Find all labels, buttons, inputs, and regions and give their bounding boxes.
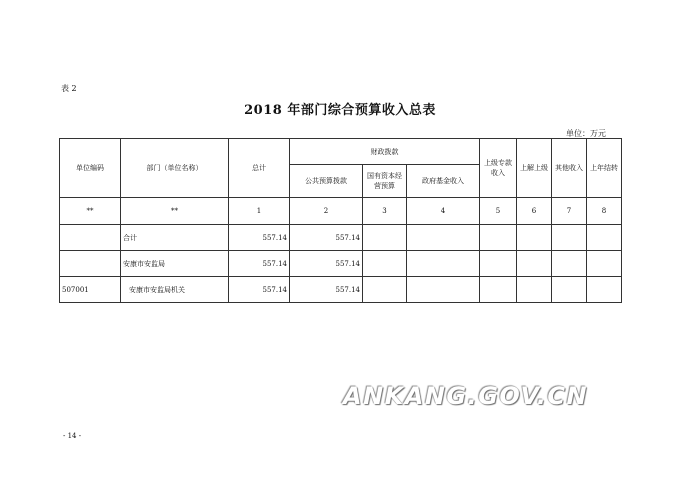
empty-cell xyxy=(587,251,622,277)
header-upper-payment: 上解上级 xyxy=(517,139,552,198)
table-row xyxy=(60,225,622,251)
empty-cell xyxy=(552,277,587,303)
empty-cell xyxy=(407,225,480,251)
empty-cell xyxy=(407,251,480,277)
header-total: 总计 xyxy=(229,139,290,198)
header-carryover: 上年结转 xyxy=(587,139,622,198)
public-budget-cell: 557.14 xyxy=(290,277,363,303)
table-row xyxy=(60,277,622,303)
empty-cell xyxy=(517,251,552,277)
empty-cell xyxy=(587,225,622,251)
index-cell: 7 xyxy=(552,198,587,225)
empty-cell xyxy=(517,277,552,303)
empty-cell xyxy=(480,277,517,303)
empty-cell xyxy=(363,225,407,251)
empty-cell xyxy=(407,277,480,303)
header-row-1 xyxy=(60,139,622,165)
header-unit-code: 单位编码 xyxy=(60,139,121,198)
header-fiscal: 财政拨款 xyxy=(290,139,480,165)
empty-cell xyxy=(552,225,587,251)
header-dept-name: 部门（单位名称） xyxy=(121,139,229,198)
site-watermark: ANKANG.GOV.CN xyxy=(343,382,589,410)
empty-cell xyxy=(363,251,407,277)
header-other-income: 其他收入 xyxy=(552,139,587,198)
empty-cell xyxy=(587,277,622,303)
empty-cell xyxy=(480,225,517,251)
header-gov-fund: 政府基金收入 xyxy=(407,165,480,198)
empty-cell xyxy=(480,251,517,277)
page-title: 2018 年部门综合预算收入总表 xyxy=(244,103,436,118)
index-cell: 4 xyxy=(407,198,480,225)
unit-code-cell xyxy=(60,251,121,277)
dept-name-cell: 安康市安监局 xyxy=(121,251,229,277)
public-budget-cell: 557.14 xyxy=(290,225,363,251)
unit-code-cell xyxy=(60,225,121,251)
unit-label: 单位：万元 xyxy=(566,129,606,138)
empty-cell xyxy=(363,277,407,303)
index-cell: 1 xyxy=(229,198,290,225)
total-cell: 557.14 xyxy=(229,277,290,303)
dept-name-cell: 合计 xyxy=(121,225,229,251)
header-public-budget: 公共预算拨款 xyxy=(290,165,363,198)
unit-code-cell: 507001 xyxy=(60,277,121,303)
header-upper-special: 上级专款收入 xyxy=(480,139,517,198)
table-label: 表 2 xyxy=(61,84,77,93)
empty-cell xyxy=(517,225,552,251)
index-cell: 3 xyxy=(363,198,407,225)
empty-cell xyxy=(552,251,587,277)
budget-table xyxy=(59,138,622,303)
index-row xyxy=(60,198,622,225)
total-cell: 557.14 xyxy=(229,251,290,277)
index-cell: 8 xyxy=(587,198,622,225)
index-cell: 2 xyxy=(290,198,363,225)
index-cell: 5 xyxy=(480,198,517,225)
header-state-capital: 国有资本经营预算 xyxy=(363,165,407,198)
public-budget-cell: 557.14 xyxy=(290,251,363,277)
dept-name-cell: 安康市安监局机关 xyxy=(121,277,229,303)
page-number: - 14 - xyxy=(63,432,82,440)
table-row xyxy=(60,251,622,277)
index-cell: 6 xyxy=(517,198,552,225)
total-cell: 557.14 xyxy=(229,225,290,251)
index-cell: ** xyxy=(60,198,121,225)
index-cell: ** xyxy=(121,198,229,225)
